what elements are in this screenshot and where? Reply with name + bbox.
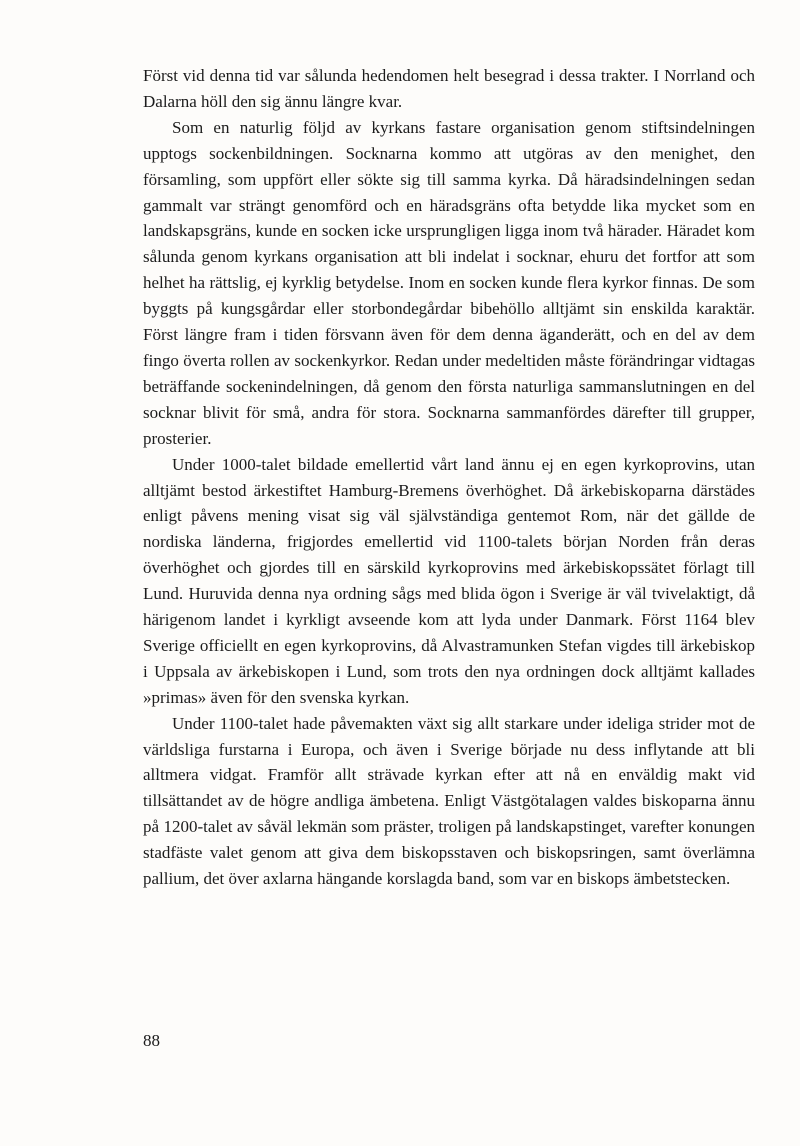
paragraph-2: Som en naturlig följd av kyrkans fastare organisation genom stiftsindelningen upptogs sockenbildningen. Socknarna kommo att utgöras av den menighet, den församling, som uppfört eller sökte sig till samma kyrka. Då häradsindelningen sedan gammalt var strängt genomförd och en häradsgräns ofta betydde lika mycket som en landskapsgräns, kunde en socken icke ursprungligen ligga inom två härader. Häradet kom sålunda genom kyrkans organisation att bli indelat i socknar, ehuru det fortfor att som helhet ha rättslig, ej kyrklig betydelse. Inom en socken kunde flera kyrkor finnas. De som byggts på kungsgårdar eller storbondegårdar bibehöllo alltjämt sin enskilda karaktär. Först längre fram i tiden försvann även för dem denna äganderätt, och en del av dem fingo överta rollen av sockenkyrkor. Redan under medeltiden måste förändringar vidtagas beträffande sockenindelningen, då genom den första naturliga sammanslutningen en del socknar blivit för små, andra för stora. Socknarna sammanfördes därefter till grupper, prosterier. [143,117,755,448]
paragraph-3: Under 1000-talet bildade emellertid vårt land ännu ej en egen kyrkoprovins, utan alltjämt bestod ärkestiftet Hamburg-Bremens överhöghet. Då ärkebiskoparna därstädes enligt påvens mening visat sig väl självständiga gentemot Rom, när det gällde de nordiska länderna, frigjordes emellertid vid 1100-talets början Norden från deras överhöghet och gjordes till en särskild kyrkoprovins med ärkebiskopssätet förlagt till Lund. Huruvida denna nya ordning sågs med blida ögon i Sverige är väl tvivelaktigt, då härigenom landet i kyrkligt avseende kom att lyda under Danmark. Först 1164 blev Sverige officiellt en egen kyrkoprovins, då Alvastramunken Stefan vigdes till ärkebiskop i Uppsala av ärkebiskopen i Lund, som trots den nya ordningen dock alltjämt kallades »primas» även för den svenska kyrkan. [143,454,755,707]
page-number: 88 [143,1031,160,1050]
paragraph-1: Först vid denna tid var sålunda hedendomen helt besegrad i dessa trakter. I Norrland och Dalarna höll den sig ännu längre kvar. [143,66,755,111]
paragraph-4: Under 1100-talet hade påvemakten växt sig allt starkare under ideliga strider mot de världsliga furstarna i Europa, och även i Sverige började nu dess inflytande att bli alltmera vidgat. Framför allt strävade kyrkan efter att nå en enväldig makt vid tillsättandet av de högre andliga ämbetena. Enligt Västgötalagen valdes biskoparna ännu på 1200-talet av såväl lekmän som präster, troligen på landskapstinget, varefter konungen stadfäste valet genom att giva dem biskopsstaven och biskopsringen, samt överlämna pallium, det över axlarna hängande korslagda band, som var en biskops ämbetstecken. [143,713,755,889]
page-body [143,63,755,892]
